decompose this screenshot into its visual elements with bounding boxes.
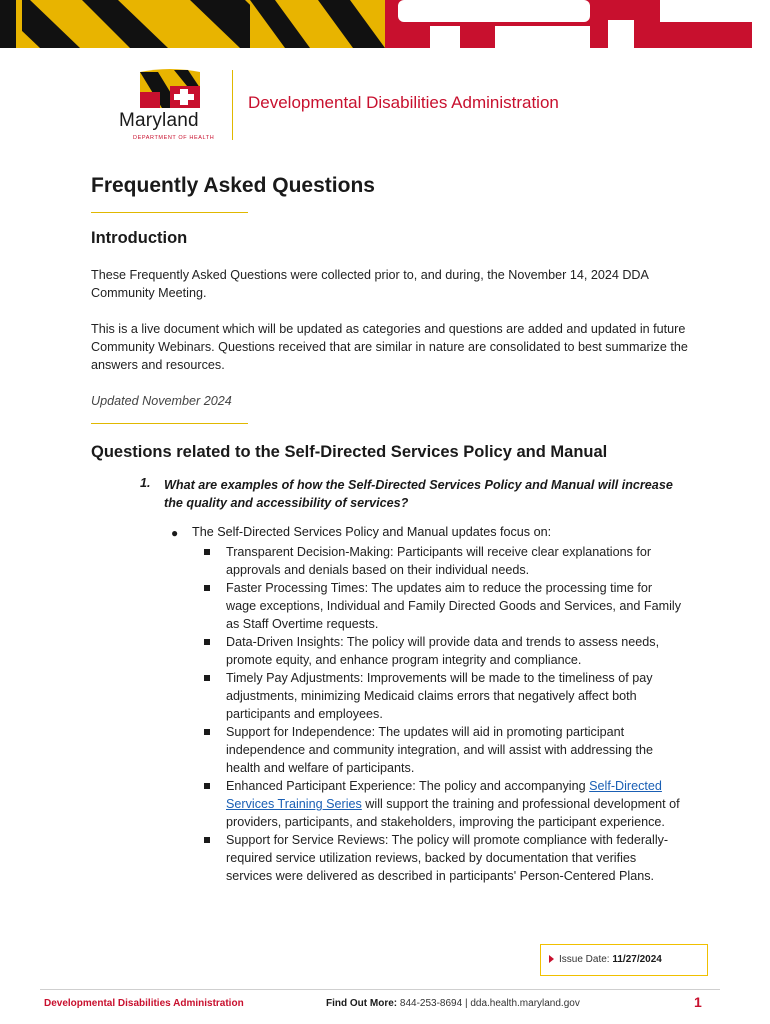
maryland-flag-banner bbox=[0, 0, 770, 48]
org-title: Developmental Disabilities Administration bbox=[248, 93, 559, 112]
issue-date-label: Issue Date: 11/27/2024 bbox=[559, 954, 662, 965]
bullet-icon: ● bbox=[171, 526, 179, 540]
updated-date: Updated November 2024 bbox=[91, 394, 232, 408]
logo-subtitle: DEPARTMENT OF HEALTH bbox=[133, 135, 215, 141]
section-heading: Questions related to the Self-Directed Services Policy and Manual bbox=[91, 443, 608, 461]
focus-list bbox=[204, 543, 684, 885]
training-series-link[interactable]: Self-Directed Services Training Series bbox=[226, 779, 662, 811]
arrow-right-icon bbox=[549, 955, 554, 963]
logo-divider bbox=[232, 70, 233, 140]
footer-org: Developmental Disabilities Administration bbox=[44, 998, 244, 1009]
title-underline bbox=[91, 212, 248, 213]
issue-date-box bbox=[540, 944, 708, 976]
footer-divider bbox=[40, 989, 720, 990]
intro-paragraph-2: This is a live document which will be updated as categories and questions are added and updated in future Community Webinars. Questions received that are similar in nature are consolidated to best summarize the answers and resources. bbox=[91, 322, 688, 372]
square-bullet-icon bbox=[204, 729, 210, 735]
page-title: Frequently Asked Questions bbox=[91, 174, 375, 197]
maryland-shield-logo bbox=[118, 68, 222, 144]
bullet-intro: The Self-Directed Services Policy and Manual updates focus on: bbox=[192, 525, 552, 539]
question-text: What are examples of how the Self-Directed Services Policy and Manual will increase the quality and accessibility of services? bbox=[164, 478, 673, 510]
list-item: Faster Processing Times: The updates aim to reduce the processing time for wage exceptions, Individual and Family Directed Goods and Services, and Family as Staff Overtime requests. bbox=[204, 579, 684, 633]
question-number: 1. bbox=[140, 476, 151, 490]
footer-contact: Find Out More: 844-253-8694 | dda.health.maryland.gov bbox=[326, 998, 580, 1009]
list-item: Timely Pay Adjustments: Improvements will be made to the timeliness of pay adjustments, minimizing Medicaid claims errors that negatively affect both participants and employees. bbox=[204, 669, 684, 723]
list-item: Data-Driven Insights: The policy will provide data and trends to assess needs, promote equity, and enhance program integrity and compliance. bbox=[204, 633, 684, 669]
updated-underline bbox=[91, 423, 248, 424]
issue-date-value: 11/27/2024 bbox=[612, 954, 662, 965]
page-number: 1 bbox=[694, 994, 702, 1010]
square-bullet-icon bbox=[204, 639, 210, 645]
list-item: Support for Service Reviews: The policy will promote compliance with federally-required service utilization reviews, backed by documentation that verifies services were delivered as described in participants' Person-Centered Plans. bbox=[204, 831, 684, 885]
list-item: Transparent Decision-Making: Participants will receive clear explanations for approvals and denials based on their individual needs. bbox=[204, 543, 684, 579]
logo-wordmark: Maryland bbox=[119, 110, 199, 131]
list-item: Support for Independence: The updates will aid in promoting participant independence and community integration, and will assist with addressing the health and welfare of participants. bbox=[204, 723, 684, 777]
list-item: Enhanced Participant Experience: The policy and accompanying Self-Directed Services Training Series will support the training and professional development of providers, participants, and stakeholders, improving the participant experience. bbox=[204, 777, 684, 831]
square-bullet-icon bbox=[204, 783, 210, 789]
square-bullet-icon bbox=[204, 675, 210, 681]
square-bullet-icon bbox=[204, 549, 210, 555]
intro-heading: Introduction bbox=[91, 229, 188, 247]
square-bullet-icon bbox=[204, 837, 210, 843]
intro-paragraph-1: These Frequently Asked Questions were collected prior to, and during, the November 14, 2024 DDA Community Meeting. bbox=[91, 268, 649, 300]
square-bullet-icon bbox=[204, 585, 210, 591]
